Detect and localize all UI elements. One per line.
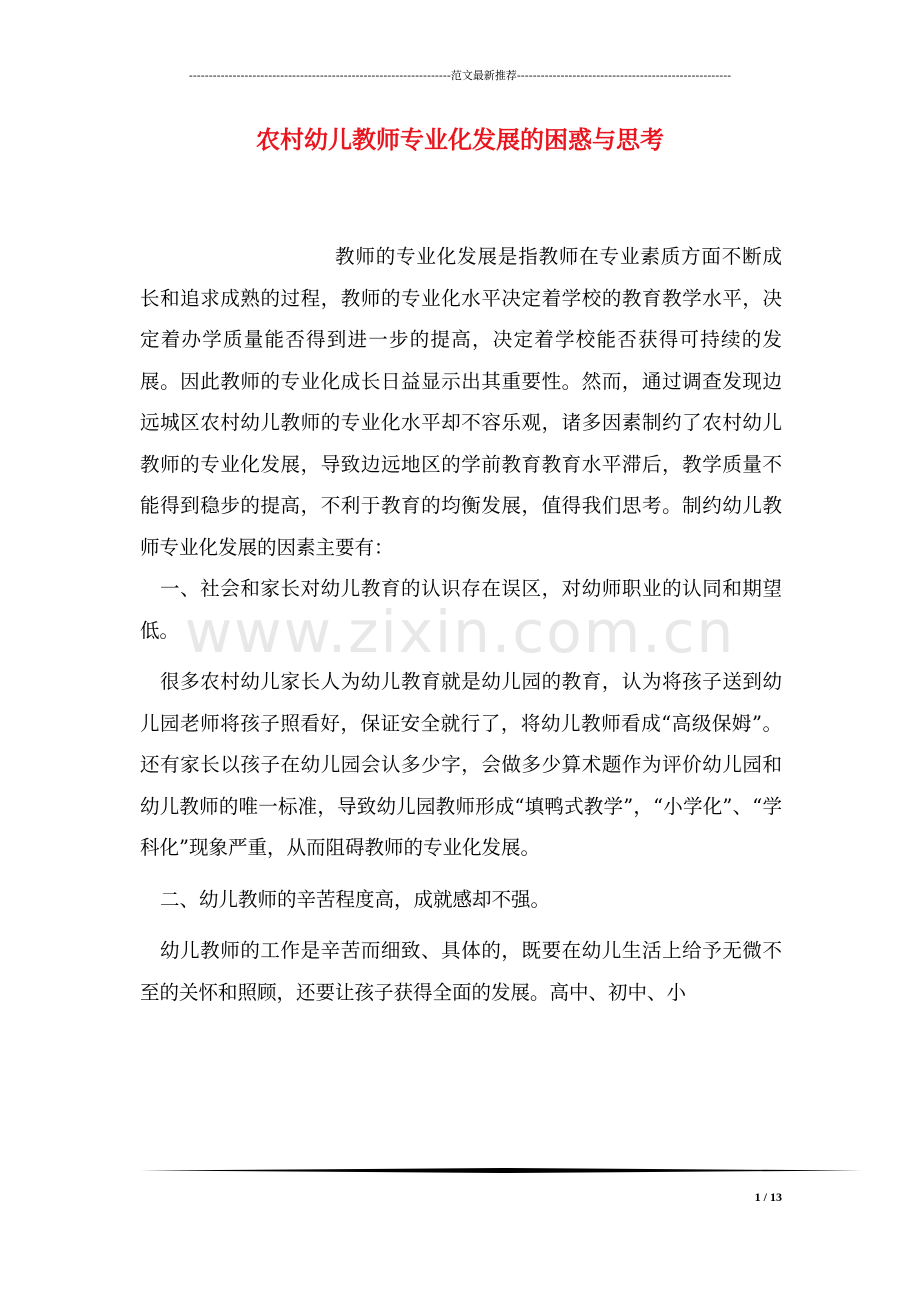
section-heading-2: 二、幼儿教师的辛苦程度高，成就感却不强。 xyxy=(160,887,551,911)
footer-divider xyxy=(140,1168,862,1173)
document-title: 农村幼儿教师专业化发展的困惑与思考 xyxy=(256,125,664,154)
page-header: ------------------------------------------------------------------范文最新推荐------------------------------------------------------ xyxy=(188,69,732,82)
body-paragraph: 很多农村幼儿家长人为幼儿教育就是幼儿园的教育，认为将孩子送到幼儿园老师将孩子照看好，保证安全就行了，将幼儿教师看成“高级保姆”。还有家长以孩子在幼儿园会认多少字，会做多少算术题作为评价幼儿园和幼儿教师的唯一标准，导致幼儿园教师形成“填鸭式教学”，“小学化”、“学科化”现象严重，从而阻碍教师的专业化发展。 xyxy=(140,670,782,859)
watermark: www.zixin.com.cn xyxy=(184,598,736,666)
page-number: 1 / 13 xyxy=(754,1190,782,1204)
intro-paragraph: 教师的专业化发展是指教师在专业素质方面不断成长和追求成熟的过程，教师的专业化水平决定着学校的教育教学水平，决定着办学质量能否得到进一步的提高，决定着学校能否获得可持续的发展。因此教师的专业化成长日益显示出其重要性。然而，通过调查发现边远城区农村幼儿教师的专业化水平却不容乐观，诸多因素制约了农村幼儿教师的专业化发展，导致边远地区的学前教育教育水平滞后，教学质量不能得到稳步的提高，不利于教育的均衡发展，值得我们思考。制约幼儿教师专业化发展的因素主要有： xyxy=(140,245,782,559)
section-heading-1: 一、社会和家长对幼儿教育的认识存在误区，对幼师职业的认同和期望低。 xyxy=(140,577,782,642)
document-body xyxy=(140,236,782,1013)
body-paragraph: 幼儿教师的工作是辛苦而细致、具体的，既要在幼儿生活上给予无微不至的关怀和照顾，还要让孩子获得全面的发展。高中、初中、小 xyxy=(140,939,782,1004)
